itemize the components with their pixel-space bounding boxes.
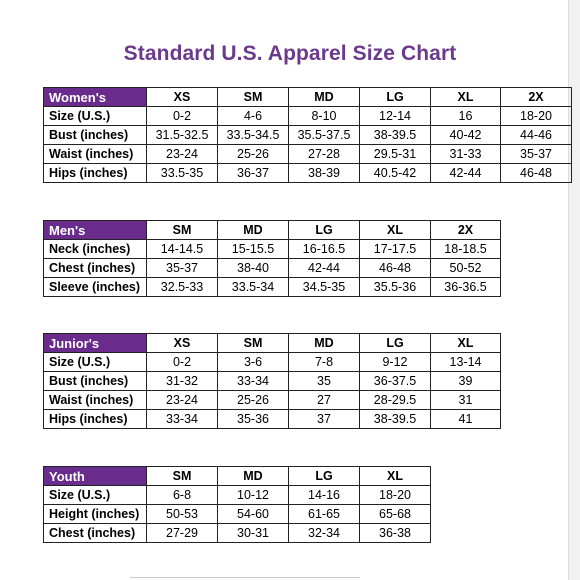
measurement-value-cell: 41	[431, 410, 501, 429]
size-header-cell: SM	[218, 88, 289, 107]
measurement-label: Size (U.S.)	[44, 107, 147, 126]
measurement-value-cell: 31	[431, 391, 501, 410]
measurement-label: Waist (inches)	[44, 145, 147, 164]
measurement-value-cell: 32-34	[289, 524, 360, 543]
size-header-cell: LG	[289, 467, 360, 486]
table-row	[44, 278, 501, 297]
measurement-value-cell: 13-14	[431, 353, 501, 372]
size-header-cell: SM	[218, 334, 289, 353]
size-header-cell: SM	[147, 221, 218, 240]
measurement-value-cell: 9-12	[360, 353, 431, 372]
junior-category-label: Junior's	[44, 334, 147, 353]
size-header-cell: LG	[360, 334, 431, 353]
table-row	[44, 391, 501, 410]
measurement-value-cell: 31-32	[147, 372, 218, 391]
measurement-value-cell: 39	[431, 372, 501, 391]
junior-size-table	[43, 333, 501, 429]
measurement-value-cell: 54-60	[218, 505, 289, 524]
size-header-cell: LG	[289, 221, 360, 240]
measurement-value-cell: 35-37	[147, 259, 218, 278]
measurement-value-cell: 35.5-37.5	[289, 126, 360, 145]
table-row	[44, 164, 572, 183]
size-header-cell: XL	[360, 221, 431, 240]
measurement-value-cell: 36-37	[218, 164, 289, 183]
measurement-value-cell: 23-24	[147, 145, 218, 164]
measurement-value-cell: 40.5-42	[360, 164, 431, 183]
measurement-value-cell: 7-8	[289, 353, 360, 372]
measurement-value-cell: 42-44	[289, 259, 360, 278]
measurement-value-cell: 0-2	[147, 107, 218, 126]
size-header-cell: SM	[147, 467, 218, 486]
size-header-cell: 2X	[501, 88, 572, 107]
size-header-cell: XL	[360, 467, 431, 486]
measurement-value-cell: 29.5-31	[360, 145, 431, 164]
measurement-value-cell: 33.5-34	[218, 278, 289, 297]
table-row	[44, 145, 572, 164]
measurement-label: Waist (inches)	[44, 391, 147, 410]
measurement-value-cell: 25-26	[218, 391, 289, 410]
measurement-label: Chest (inches)	[44, 259, 147, 278]
measurement-value-cell: 35-37	[501, 145, 572, 164]
measurement-value-cell: 32.5-33	[147, 278, 218, 297]
size-header-cell: MD	[289, 334, 360, 353]
measurement-value-cell: 14-14.5	[147, 240, 218, 259]
table-row	[44, 505, 431, 524]
measurement-value-cell: 28-29.5	[360, 391, 431, 410]
measurement-label: Hips (inches)	[44, 164, 147, 183]
measurement-value-cell: 35-36	[218, 410, 289, 429]
measurement-value-cell: 38-40	[218, 259, 289, 278]
measurement-value-cell: 15-15.5	[218, 240, 289, 259]
measurement-value-cell: 23-24	[147, 391, 218, 410]
table-row	[44, 126, 572, 145]
table-row	[44, 353, 501, 372]
measurement-value-cell: 50-52	[431, 259, 501, 278]
measurement-value-cell: 27	[289, 391, 360, 410]
measurement-value-cell: 17-17.5	[360, 240, 431, 259]
size-header-cell: 2X	[431, 221, 501, 240]
measurement-label: Size (U.S.)	[44, 486, 147, 505]
measurement-label: Chest (inches)	[44, 524, 147, 543]
table-row	[44, 240, 501, 259]
measurement-value-cell: 46-48	[360, 259, 431, 278]
measurement-value-cell: 16	[431, 107, 501, 126]
measurement-value-cell: 37	[289, 410, 360, 429]
measurement-label: Bust (inches)	[44, 372, 147, 391]
men-category-label: Men's	[44, 221, 147, 240]
women-size-table	[43, 87, 572, 183]
measurement-value-cell: 30-31	[218, 524, 289, 543]
measurement-label: Height (inches)	[44, 505, 147, 524]
table-row	[44, 410, 501, 429]
size-header-cell: MD	[218, 221, 289, 240]
table-row	[44, 372, 501, 391]
measurement-label: Hips (inches)	[44, 410, 147, 429]
measurement-value-cell: 18-20	[501, 107, 572, 126]
measurement-value-cell: 8-10	[289, 107, 360, 126]
men-header-row	[44, 221, 501, 240]
youth-size-table	[43, 466, 431, 543]
measurement-value-cell: 27-28	[289, 145, 360, 164]
measurement-value-cell: 4-6	[218, 107, 289, 126]
size-header-cell: MD	[218, 467, 289, 486]
junior-header-row	[44, 334, 501, 353]
youth-header-row	[44, 467, 431, 486]
measurement-value-cell: 33-34	[147, 410, 218, 429]
measurement-label: Neck (inches)	[44, 240, 147, 259]
women-category-label: Women's	[44, 88, 147, 107]
measurement-value-cell: 33.5-34.5	[218, 126, 289, 145]
measurement-label: Bust (inches)	[44, 126, 147, 145]
table-row	[44, 524, 431, 543]
measurement-value-cell: 46-48	[501, 164, 572, 183]
women-header-row	[44, 88, 572, 107]
measurement-value-cell: 31-33	[431, 145, 501, 164]
page-title: Standard U.S. Apparel Size Chart	[123, 42, 457, 65]
measurement-value-cell: 33.5-35	[147, 164, 218, 183]
measurement-value-cell: 40-42	[431, 126, 501, 145]
measurement-value-cell: 36-38	[360, 524, 431, 543]
measurement-value-cell: 38-39	[289, 164, 360, 183]
measurement-value-cell: 35.5-36	[360, 278, 431, 297]
measurement-value-cell: 35	[289, 372, 360, 391]
footer-divider	[130, 577, 360, 578]
measurement-label: Sleeve (inches)	[44, 278, 147, 297]
measurement-value-cell: 10-12	[218, 486, 289, 505]
size-header-cell: XL	[431, 334, 501, 353]
measurement-value-cell: 33-34	[218, 372, 289, 391]
measurement-value-cell: 34.5-35	[289, 278, 360, 297]
measurement-value-cell: 65-68	[360, 505, 431, 524]
table-row	[44, 486, 431, 505]
table-row	[44, 259, 501, 278]
measurement-label: Size (U.S.)	[44, 353, 147, 372]
measurement-value-cell: 27-29	[147, 524, 218, 543]
measurement-value-cell: 44-46	[501, 126, 572, 145]
measurement-value-cell: 36-37.5	[360, 372, 431, 391]
men-size-table	[43, 220, 501, 297]
size-header-cell: XL	[431, 88, 501, 107]
measurement-value-cell: 6-8	[147, 486, 218, 505]
measurement-value-cell: 50-53	[147, 505, 218, 524]
measurement-value-cell: 38-39.5	[360, 410, 431, 429]
measurement-value-cell: 25-26	[218, 145, 289, 164]
measurement-value-cell: 36-36.5	[431, 278, 501, 297]
measurement-value-cell: 16-16.5	[289, 240, 360, 259]
size-header-cell: MD	[289, 88, 360, 107]
size-header-cell: XS	[147, 334, 218, 353]
measurement-value-cell: 31.5-32.5	[147, 126, 218, 145]
measurement-value-cell: 3-6	[218, 353, 289, 372]
size-header-cell: XS	[147, 88, 218, 107]
measurement-value-cell: 0-2	[147, 353, 218, 372]
measurement-value-cell: 18-18.5	[431, 240, 501, 259]
measurement-value-cell: 18-20	[360, 486, 431, 505]
measurement-value-cell: 61-65	[289, 505, 360, 524]
measurement-value-cell: 14-16	[289, 486, 360, 505]
table-row	[44, 107, 572, 126]
youth-category-label: Youth	[44, 467, 147, 486]
measurement-value-cell: 38-39.5	[360, 126, 431, 145]
size-header-cell: LG	[360, 88, 431, 107]
measurement-value-cell: 12-14	[360, 107, 431, 126]
measurement-value-cell: 42-44	[431, 164, 501, 183]
